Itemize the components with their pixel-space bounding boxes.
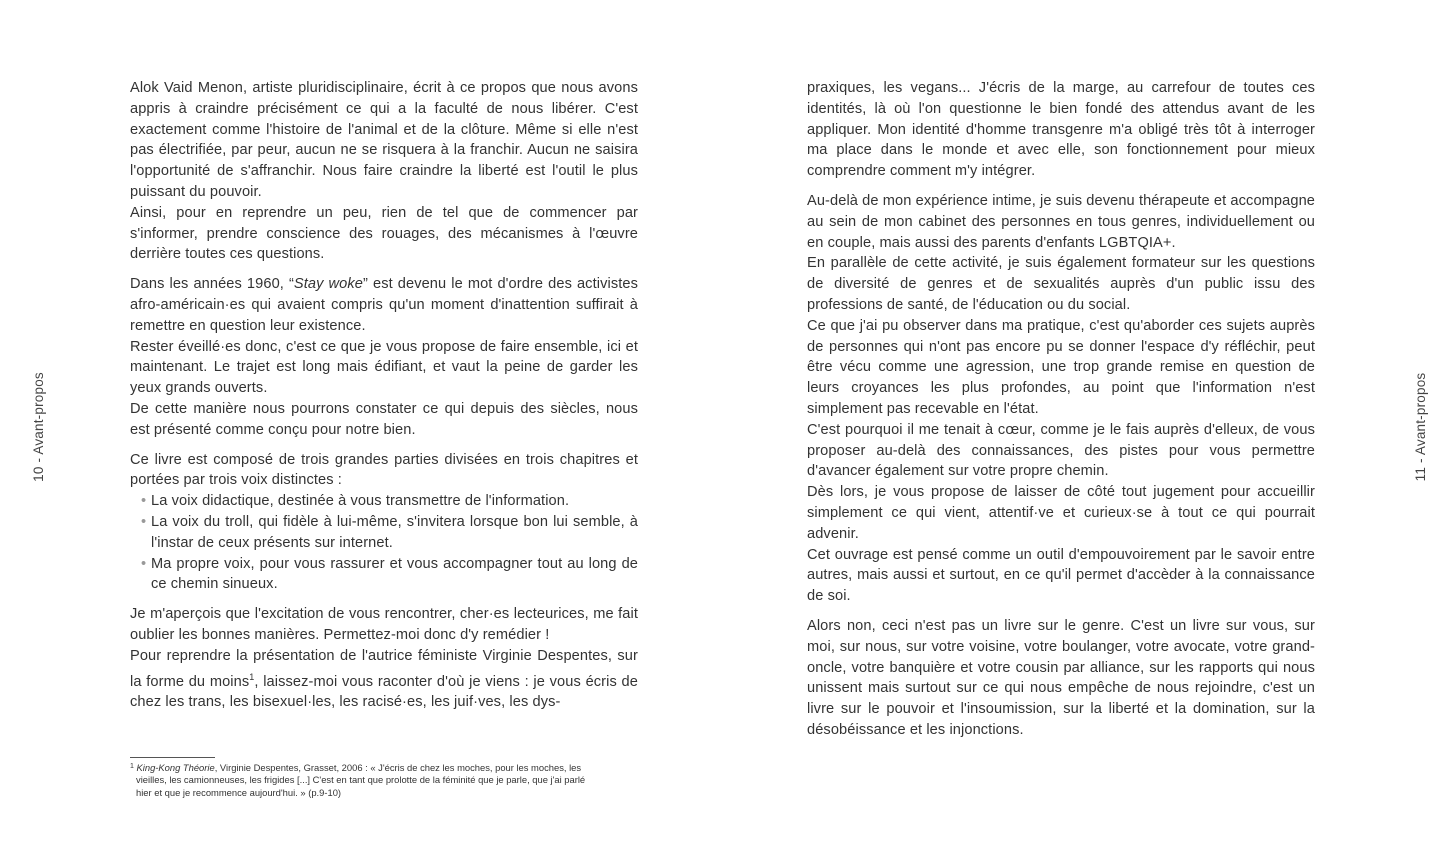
- left-page: [0, 0, 722, 854]
- footnote-title: King-Kong Théorie: [136, 762, 215, 773]
- paragraph: Rester éveillé·es donc, c'est ce que je vous propose de faire ensemble, ici et maintenant. Le trajet est long mais édifiant, et vaut la peine de garder les yeux grands ouverts.: [130, 338, 638, 397]
- footnote-text: , Virginie Despentes, Grasset, 2006 : « J'écris de chez les moches, pour les moches, les: [214, 762, 582, 773]
- paragraph-text: Pour reprendre la présentation de l'autrice féministe Virginie Despentes, sur la forme du moins: [130, 647, 638, 690]
- footnote-line-1: [130, 761, 630, 774]
- footnote: [130, 761, 630, 799]
- paragraph: De cette manière nous pourrons constater ce qui depuis des siècles, nous est présenté comme conçu pour notre bien.: [130, 400, 638, 438]
- paragraph: Cet ouvrage est pensé comme un outil d'empouvoirement par le savoir entre autres, mais aussi et surtout, en ce qu'il permet d'accèder à la connaissance de soi.: [807, 546, 1315, 605]
- paragraph: Au-delà de mon expérience intime, je suis devenu thérapeute et accompagne au sein de mon cabinet des personnes en tous genres, individuellement ou en couple, mais aussi des parents d'enfants LGBTQIA+.: [807, 192, 1315, 251]
- paragraph-text: ” est devenu le mot d'ordre des activistes afro-américain·es qui avaient compris qu'un moment d'inattention suffirait à remettre en question leur existence.: [130, 276, 638, 334]
- paragraph: Ce livre est composé de trois grandes parties divisées en trois chapitres et portées par trois voix distinctes :: [130, 451, 638, 489]
- right-text-column: [807, 78, 1315, 741]
- bullet-icon: •: [141, 555, 147, 572]
- paragraph-stay-woke: [130, 274, 638, 336]
- list-item: [142, 512, 638, 554]
- list-item-text: La voix du troll, qui fidèle à lui-même, s'invitera lorsque bon lui semble, à l'instar de ceux présents sur internet.: [151, 513, 638, 551]
- footnote-reference[interactable]: 1: [249, 671, 255, 682]
- paragraph: Je m'aperçois que l'excitation de vous rencontrer, cher·es lecteurices, me fait oublier les bonnes manières. Permettez-moi donc d'y remédier !: [130, 606, 638, 643]
- paragraph-text: Dans les années 1960, “: [130, 276, 294, 293]
- list-item-text: Ma propre voix, pour vous rassurer et vous accompagner tout au long de ce chemin sinueux.: [151, 555, 638, 593]
- left-text-column: [130, 78, 638, 713]
- emphasis-stay-woke: Stay woke: [293, 276, 364, 293]
- list-item-text: La voix didactique, destinée à vous transmettre de l'information.: [151, 493, 570, 510]
- bullet-icon: •: [141, 493, 147, 510]
- footnote-line-2: vieilles, les camionneuses, les frigides [...] C'est en tant que prolotte de la féminité que je parle, que j'ai parlé: [136, 774, 586, 786]
- paragraph: C'est pourquoi il me tenait à cœur, comme je le fais auprès d'elleux, de vous proposer au-delà des connaissances, des pistes pour vous permettre d'avancer également sur votre propre chemin.: [807, 421, 1315, 480]
- list-item: [142, 554, 638, 596]
- paragraph: Dès lors, je vous propose de laisser de côté tout jugement pour accueillir simplement ce qui vient, attentif·ve et curieux·se à tout ce qui pourrait advenir.: [807, 484, 1315, 542]
- right-page: [722, 0, 1445, 854]
- paragraph: praxiques, les vegans... J'écris de la marge, au carrefour de toutes ces identités, là où l'on questionne le bien fondé des attendus avant de les appliquer. Mon identité d'homme transgenre m'a obligé très tôt à interroger ma place dans le monde et avec elle, son fonctionnement pour mieux comprendre comment m'y intégrer.: [807, 80, 1315, 180]
- paragraph-text: , laissez-moi vous raconter d'où je viens : je vous écris de chez les trans, les bisexuel·les, les racisé·es, les juif·ves, les dys-: [130, 673, 638, 711]
- bullet-icon: •: [141, 513, 147, 530]
- page-folio-right: 11 - Avant-propos: [1413, 372, 1428, 482]
- voices-list: [130, 491, 638, 595]
- footnote-marker: 1: [130, 763, 134, 770]
- paragraph: Alok Vaid Menon, artiste pluridisciplinaire, écrit à ce propos que nous avons appris à craindre précisément ce qui a la faculté de nous libérer. C'est exactement comme l'histoire de l'animal et de la clôture. Même si elle n'est pas électrifiée, par peur, aucun ne se risquera à la franchir. Aucun ne saisira l'opportunité de s'affranchir. Nous faire craindre la liberté est l'outil le plus puissant du pouvoir.: [130, 80, 638, 200]
- paragraph-despentes: [130, 646, 638, 713]
- page-folio-left: 10 - Avant-propos: [31, 372, 46, 482]
- paragraph: Alors non, ceci n'est pas un livre sur le genre. C'est un livre sur vous, sur moi, sur nous, sur votre voisine, votre boulanger, votre avocate, votre grand-oncle, votre banquière et votre cousin par alliance, sur les rapports qui nous unissent mais surtout sur ce qui nous empêche de nous rejoindre, c'est un livre sur le pouvoir et l'insoumission, sur la liberté et la domination, sur la désobéissance et les injonctions.: [807, 617, 1315, 738]
- footnote-rule: [130, 757, 215, 758]
- footnote-line-3: hier et que je recommence aujourd'hui. » (p.9-10): [136, 786, 342, 798]
- list-item: [142, 491, 638, 512]
- paragraph: En parallèle de cette activité, je suis également formateur sur les questions de diversité de genres et de sexualités auprès d'un public issu des professions de santé, de l'éducation ou du social.: [807, 255, 1315, 313]
- paragraph: Ainsi, pour en reprendre un peu, rien de tel que de commencer par s'informer, prendre conscience des rouages, des mécanismes à l'œuvre derrière toutes ces questions.: [130, 204, 638, 263]
- paragraph: Ce que j'ai pu observer dans ma pratique, c'est qu'aborder ces sujets auprès de personnes qui n'ont pas encore pu se donner l'espace d'y réfléchir, peut être vécu comme une agression, une trop grande remise en question de leurs croyances les plus profondes, au point que l'information n'est simplement pas recevable en l'état.: [807, 317, 1315, 417]
